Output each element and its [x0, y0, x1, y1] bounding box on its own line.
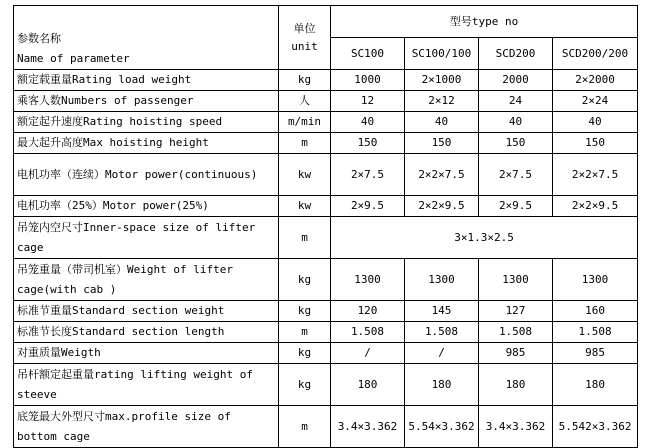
- row-value: 150: [331, 133, 405, 154]
- row-value: 180: [479, 364, 553, 406]
- row-value: /: [331, 343, 405, 364]
- table-row: [14, 70, 638, 91]
- row-value: 40: [405, 112, 479, 133]
- row-unit: 人: [279, 91, 331, 112]
- row-name: 额定起升速度Rating hoisting speed: [14, 112, 279, 133]
- row-value: 1300: [331, 259, 405, 301]
- row-value: 2×9.5: [479, 196, 553, 217]
- table-row: [14, 91, 638, 112]
- row-value: 1.508: [553, 322, 638, 343]
- row-value: 1.508: [331, 322, 405, 343]
- row-value: 2×2×7.5: [405, 154, 479, 196]
- row-value: 3.4×3.362: [331, 406, 405, 448]
- row-value: 2×7.5: [479, 154, 553, 196]
- row-unit: kg: [279, 343, 331, 364]
- row-value: 145: [405, 301, 479, 322]
- row-name: 吊杆额定起重量rating lifting weight of steeve: [14, 364, 279, 406]
- row-value: 1000: [331, 70, 405, 91]
- model-sc100: SC100: [331, 38, 405, 70]
- row-unit: m: [279, 133, 331, 154]
- specification-table: [13, 5, 638, 448]
- row-name: 吊笼重量（带司机室）Weight of lifter cage(with cab ): [14, 259, 279, 301]
- row-value: 160: [553, 301, 638, 322]
- row-value: 12: [331, 91, 405, 112]
- row-merged-value: 3×1.3×2.5: [331, 217, 638, 259]
- header-parameter-cell: [14, 6, 279, 70]
- row-name: 电机功率（连续）Motor power(continuous): [14, 154, 279, 196]
- row-value: 150: [479, 133, 553, 154]
- row-unit: m: [279, 322, 331, 343]
- header-param-en: Name of parameter: [17, 52, 130, 65]
- header-row-top: [14, 6, 638, 38]
- row-unit: kg: [279, 259, 331, 301]
- row-unit: kg: [279, 70, 331, 91]
- row-unit: kg: [279, 301, 331, 322]
- row-name: 吊笼内空尺寸Inner-space size of lifter cage: [14, 217, 279, 259]
- header-unit-en: unit: [291, 39, 318, 53]
- table-row: [14, 112, 638, 133]
- row-value: 1300: [553, 259, 638, 301]
- row-name: 电机功率（25%）Motor power(25%): [14, 196, 279, 217]
- model-scd200: SCD200: [479, 38, 553, 70]
- row-unit: m: [279, 406, 331, 448]
- row-value: 180: [405, 364, 479, 406]
- row-value: 2×2×7.5: [553, 154, 638, 196]
- row-value: 150: [405, 133, 479, 154]
- row-value: 2×24: [553, 91, 638, 112]
- row-value: 5.54×3.362: [405, 406, 479, 448]
- row-name: 对重质量Weigth: [14, 343, 279, 364]
- header-unit-cn: 单位: [293, 21, 316, 35]
- row-value: 2×2×9.5: [553, 196, 638, 217]
- row-name: 底笼最大外型尺寸max.profile size of bottom cage: [14, 406, 279, 448]
- row-name: 标准节重量Standard section weight: [14, 301, 279, 322]
- row-value: 180: [553, 364, 638, 406]
- row-name: 标准节长度Standard section length: [14, 322, 279, 343]
- row-value: 1.508: [405, 322, 479, 343]
- row-value: 5.542×3.362: [553, 406, 638, 448]
- table-row: [14, 133, 638, 154]
- row-value: /: [405, 343, 479, 364]
- row-unit: kw: [279, 196, 331, 217]
- row-value: 985: [479, 343, 553, 364]
- table-row: [14, 217, 638, 259]
- row-value: 2×12: [405, 91, 479, 112]
- header-unit-cell: [279, 6, 331, 70]
- row-name: 额定载重量Rating load weight: [14, 70, 279, 91]
- table-row: [14, 406, 638, 448]
- row-unit: kw: [279, 154, 331, 196]
- row-value: 180: [331, 364, 405, 406]
- row-value: 120: [331, 301, 405, 322]
- model-sc100-100: SC100/100: [405, 38, 479, 70]
- row-value: 2×2×9.5: [405, 196, 479, 217]
- header-type-label: 型号type no: [331, 6, 638, 38]
- table-row: [14, 301, 638, 322]
- row-value: 2×2000: [553, 70, 638, 91]
- model-scd200-200: SCD200/200: [553, 38, 638, 70]
- table-row: [14, 259, 638, 301]
- row-value: 2×9.5: [331, 196, 405, 217]
- row-value: 1300: [479, 259, 553, 301]
- row-value: 3.4×3.362: [479, 406, 553, 448]
- row-value: 40: [331, 112, 405, 133]
- row-name: 乘客人数Numbers of passenger: [14, 91, 279, 112]
- row-value: 1.508: [479, 322, 553, 343]
- row-unit: m/min: [279, 112, 331, 133]
- row-value: 24: [479, 91, 553, 112]
- row-value: 40: [479, 112, 553, 133]
- table-row: [14, 364, 638, 406]
- row-value: 40: [553, 112, 638, 133]
- table-row: [14, 154, 638, 196]
- table-row: [14, 196, 638, 217]
- row-value: 1300: [405, 259, 479, 301]
- table-row: [14, 322, 638, 343]
- row-value: 2×7.5: [331, 154, 405, 196]
- row-value: 150: [553, 133, 638, 154]
- row-unit: m: [279, 217, 331, 259]
- row-unit: kg: [279, 364, 331, 406]
- row-value: 2000: [479, 70, 553, 91]
- table-row: [14, 343, 638, 364]
- row-value: 2×1000: [405, 70, 479, 91]
- row-value: 985: [553, 343, 638, 364]
- spec-table-wrapper: [13, 5, 638, 448]
- row-value: 127: [479, 301, 553, 322]
- row-name: 最大起升高度Max hoisting height: [14, 133, 279, 154]
- header-param-cn: 参数名称: [17, 32, 61, 45]
